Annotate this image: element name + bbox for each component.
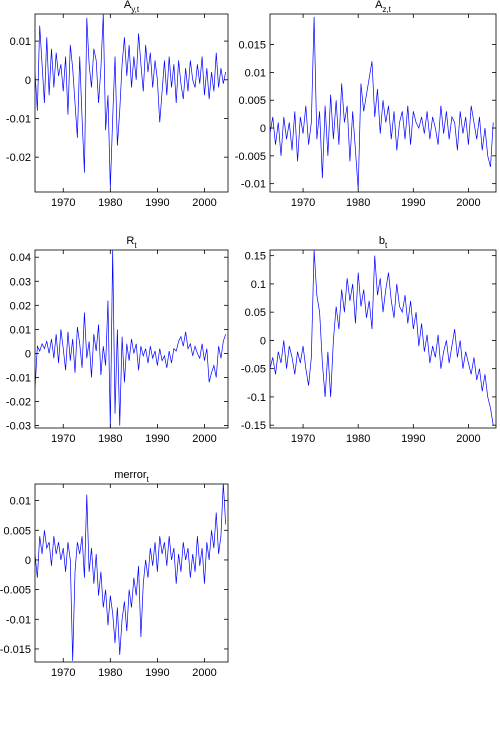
x-tick-label: 1980 [98,197,123,209]
x-tick-label: 2000 [192,433,217,445]
y-tick-label: -0.01 [240,178,266,191]
plot-area-frame [35,14,228,192]
y-tick-label: 0.02 [9,300,31,313]
x-tick-label: 1990 [145,197,170,209]
y-tick-label: 0.05 [244,307,266,320]
x-tick-label: 1990 [145,433,170,445]
y-tick-label: 0.01 [9,495,31,508]
x-tick-label: 1990 [401,197,426,209]
y-tick-label: 0 [24,554,31,567]
y-tick-label: 0.1 [250,278,266,291]
y-tick-label: -0.02 [5,396,31,409]
chart-title-main: A [123,0,132,11]
y-tick-label: -0.02 [5,152,31,165]
chart-title-main: b [378,235,385,247]
plot-area-frame [35,484,228,662]
y-tick-label: -0.01 [5,113,31,126]
x-tick-label: 1970 [51,197,76,209]
y-tick-label: 0 [24,348,31,361]
x-tick-label: 2000 [456,197,481,209]
y-tick-label: -0.15 [240,420,266,433]
x-tick-label: 1970 [290,433,316,445]
chart-panel-2 [235,0,496,209]
y-tick-label: -0.01 [5,372,31,385]
chart-title [375,0,392,14]
y-tick-label: -0.005 [234,150,266,163]
x-tick-label: 1990 [145,667,170,679]
chart-title-subscript: z,t [382,5,391,14]
x-tick-label: 1980 [98,667,123,679]
chart-title-main: A [375,0,383,11]
y-tick-label: 0.005 [238,95,266,108]
x-tick-label: 1970 [290,197,316,209]
chart-title-main: R [126,235,135,247]
chart-title-main: merror [114,469,147,481]
x-tick-label: 1980 [345,433,371,445]
chart-panel-4 [241,235,496,445]
chart-title [379,235,388,250]
x-tick-label: 1980 [98,433,123,445]
x-tick-label: 2000 [192,667,217,679]
y-tick-label: -0.005 [0,584,31,597]
y-tick-label: -0.03 [5,420,31,433]
y-tick-label: 0 [24,74,31,87]
y-tick-label: 0.15 [244,250,266,263]
chart-title-subscript: t [384,241,388,250]
y-tick-label: -0.1 [247,391,266,404]
y-tick-label: 0.005 [3,525,31,538]
y-tick-label: 0.04 [9,252,31,265]
chart-title [114,469,149,484]
y-tick-label: 0.01 [9,324,31,337]
plot-area-frame [270,250,496,428]
chart-panel-5 [0,469,228,679]
y-tick-label: 0 [259,335,266,348]
x-tick-label: 2000 [456,433,481,445]
x-tick-label: 1990 [401,433,426,445]
chart-panel-1 [6,0,228,209]
y-tick-label: -0.015 [0,643,31,656]
y-tick-label: 0 [259,123,266,136]
y-tick-label: 0.015 [238,39,266,52]
chart-panel-3 [6,235,228,445]
chart-title [126,235,137,250]
y-tick-label: 0.01 [9,36,31,49]
x-tick-label: 2000 [192,197,217,209]
x-tick-label: 1970 [51,667,76,679]
y-tick-label: -0.01 [5,614,31,627]
chart-title-subscript: y,t [131,5,140,14]
y-tick-label: 0.01 [244,67,266,80]
chart-title-subscript: t [134,241,137,250]
y-tick-label: -0.05 [240,363,266,376]
chart-title-subscript: t [146,475,149,484]
x-tick-label: 1980 [345,197,371,209]
chart-title [124,0,140,14]
y-tick-label: 0.03 [9,276,31,289]
x-tick-label: 1970 [51,433,76,445]
